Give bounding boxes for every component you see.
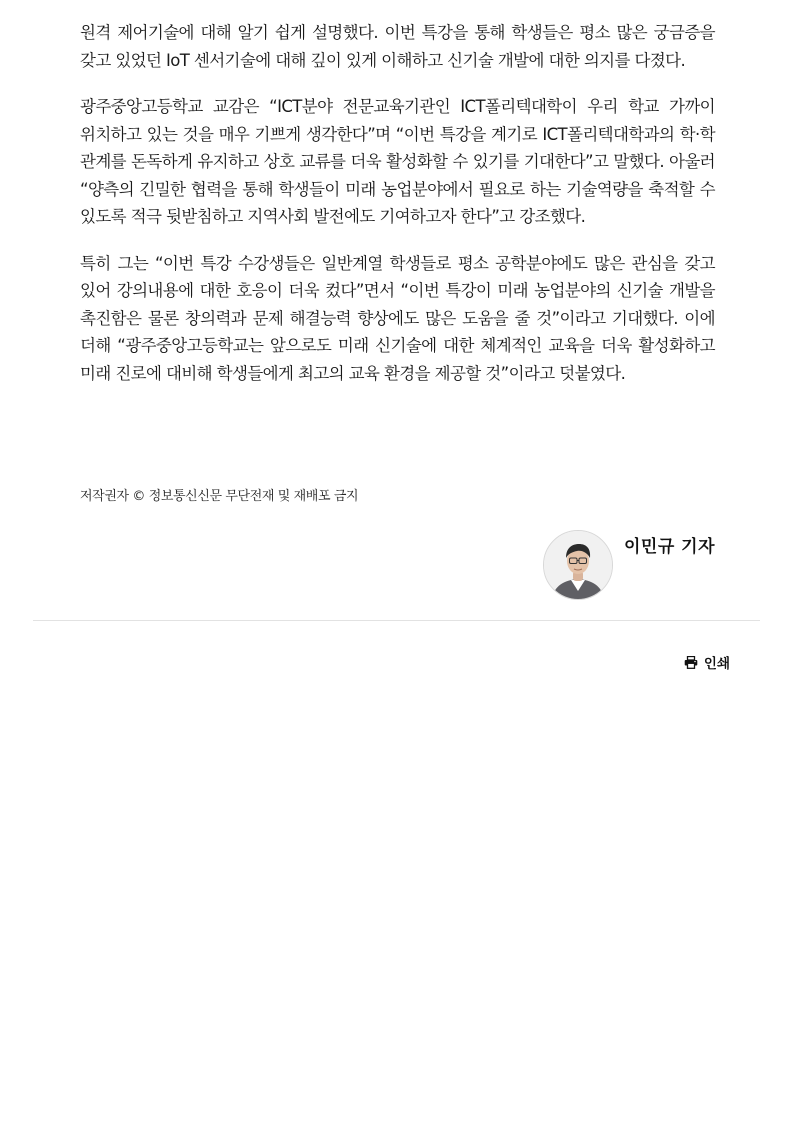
article-paragraph: 원격 제어기술에 대해 알기 쉽게 설명했다. 이번 특강을 통해 학생들은 평소 많은 궁금증을 갖고 있었던 IoT 센서기술에 대해 깊이 있게 이해하고 신기술 개발에 대한 의지를 다졌다. xyxy=(80,23,715,70)
reporter-photo-icon xyxy=(544,531,612,599)
reporter-byline xyxy=(543,530,715,602)
section-divider xyxy=(33,620,760,621)
print-button[interactable] xyxy=(684,652,730,672)
printer-icon xyxy=(684,656,698,669)
print-label: 인쇄 xyxy=(703,656,730,672)
reporter-avatar[interactable] xyxy=(543,530,613,600)
reporter-name[interactable]: 이민규 기자 xyxy=(623,537,715,557)
article-body xyxy=(80,19,715,406)
copyright-notice: 저작권자 © 정보통신신문 무단전재 및 재배포 금지 xyxy=(80,489,359,504)
article-paragraph: 특히 그는 “이번 특강 수강생들은 일반계열 학생들로 평소 공학분야에도 많은 관심을 갖고 있어 강의내용에 대한 호응이 더욱 컸다”면서 “이번 특강이 미래 농업분야의 신기술 개발을 촉진함은 물론 창의력과 문제 해결능력 향상에도 많은 도움을 줄 것”이라고 기대했다. 이에 더해 “광주중앙고등학교는 앞으로도 미래 신기술에 대한 체계적인 교육을 더욱 활성화하고 미래 진로에 대비해 학생들에게 최고의 교육 환경을 제공할 것”이라고 덧붙였다. xyxy=(80,253,715,383)
article-paragraph: 광주중앙고등학교 교감은 “ICT분야 전문교육기관인 ICT폴리텍대학이 우리 학교 가까이 위치하고 있는 것을 매우 기쁘게 생각한다”며 “이번 특강을 계기로 ICT폴리텍대학과의 학·학 관계를 돈독하게 유지하고 상호 교류를 더욱 활성화할 수 있기를 기대한다”고 말했다. 아울러 “양측의 긴밀한 협력을 통해 학생들이 미래 농업분야에서 필요로 하는 기술역량을 축적할 수 있도록 적극 뒷받침하고 지역사회 발전에도 기여하고자 한다”고 강조했다. xyxy=(80,97,715,226)
